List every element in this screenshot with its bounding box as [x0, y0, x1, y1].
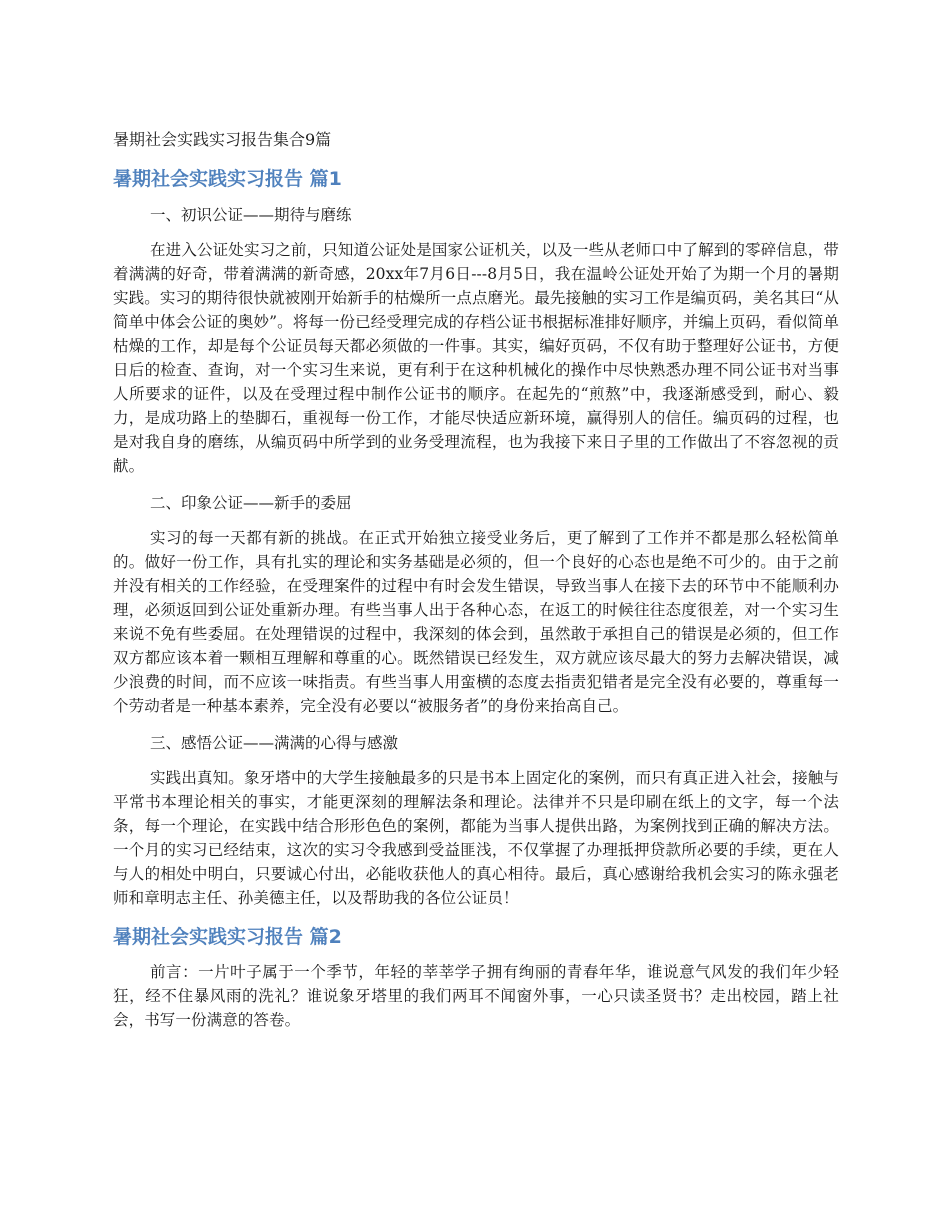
paragraph: 实习的每一天都有新的挑战。在正式开始独立接受业务后，更了解到了工作并不都是那么轻松简单的。做好一份工作，具有扎实的理论和实务基础是必须的，但一个良好的心态也是绝不可少的。由于之前并没有相关的工作经验，在受理案件的过程中有时会发生错误，导致当事人在接下去的环节中不能顺利办理，必须返回到公证处重新办理。有些当事人出于各种心态，在返工的时候往往态度很差，对一个实习生来说不免有些委屈。在处理错误的过程中，我深刻的体会到，虽然敢于承担自己的错误是必须的，但工作双方都应该本着一颗相互理解和尊重的心。既然错误已经发生，双方就应该尽最大的努力去解决错误，减少浪费的时间，而不应该一味指责。有些当事人用蛮横的态度去指责犯错者是完全没有必要的，尊重每一个劳动者是一种基本素养，完全没有必要以“被服务者”的身份来抬高自己。: [113, 529, 839, 715]
section-heading: 暑期社会实践实习报告 篇2: [113, 926, 342, 948]
document-body: [113, 118, 839, 1044]
report-section-1: [113, 164, 839, 910]
report-section-2: [113, 922, 839, 1032]
paragraph: 前言：一片叶子属于一个季节，年轻的莘莘学子拥有绚丽的青春年华，谁说意气风发的我们年少轻狂，经不住暴风雨的洗礼？谁说象牙塔里的我们两耳不闻窗外事，一心只读圣贤书？走出校园，踏上社会，书写一份满意的答卷。: [113, 963, 839, 1029]
subheading: 二、印象公证——新手的委屈: [150, 494, 352, 512]
subheading: 一、初识公证——期待与磨练: [150, 206, 352, 224]
document-title: 暑期社会实践实习报告集合9篇: [113, 130, 332, 149]
paragraph: 实践出真知。象牙塔中的大学生接触最多的只是书本上固定化的案例，而只有真正进入社会，接触与平常书本理论相关的事实，才能更深刻的理解法条和理论。法律并不只是印刷在纸上的文字，每一个法条，每一个理论，在实践中结合形形色色的案例，都能为当事人提供出路，为案例找到正确的解决方法。一个月的实习已经结束，这次的实习令我感到受益匪浅，不仅掌握了办理抵押贷款所必要的手续，更在人与人的相处中明白，只要诚心付出，必能收获他人的真心相待。最后，真心感谢给我机会实习的陈永强老师和章明志主任、孙美德主任，以及帮助我的各位公证员！: [113, 769, 839, 907]
paragraph: 在进入公证处实习之前，只知道公证处是国家公证机关，以及一些从老师口中了解到的零碎信息，带着满满的好奇，带着满满的新奇感，20xx年7月6日---8月5日，我在温岭公证处开始了为期一个月的暑期实践。实习的期待很快就被刚开始新手的枯燥所一点点磨光。最先接触的实习工作是编页码，美名其曰“从简单中体会公证的奥妙”。将每一份已经受理完成的存档公证书根据标准排好顺序，并编上页码，看似简单枯燥的工作，却是每个公证员每天都必须做的一件事。其实，编好页码，不仅有助于整理好公证书，方便日后的检查、查询，对一个实习生来说，更有利于在这种机械化的操作中尽快熟悉办理不同公证书对当事人所要求的证件，以及在受理过程中制作公证书的顺序。在起先的“煎熬”中，我逐渐感受到，耐心、毅力，是成功路上的垫脚石，重视每一份工作，才能尽快适应新环境，赢得别人的信任。编页码的过程，也是对我自身的磨练，从编页码中所学到的业务受理流程，也为我接下来日子里的工作做出了不容忽视的贡献。: [113, 241, 839, 475]
subheading: 三、感悟公证——满满的心得与感激: [150, 734, 399, 752]
section-heading: 暑期社会实践实习报告 篇1: [113, 168, 342, 190]
